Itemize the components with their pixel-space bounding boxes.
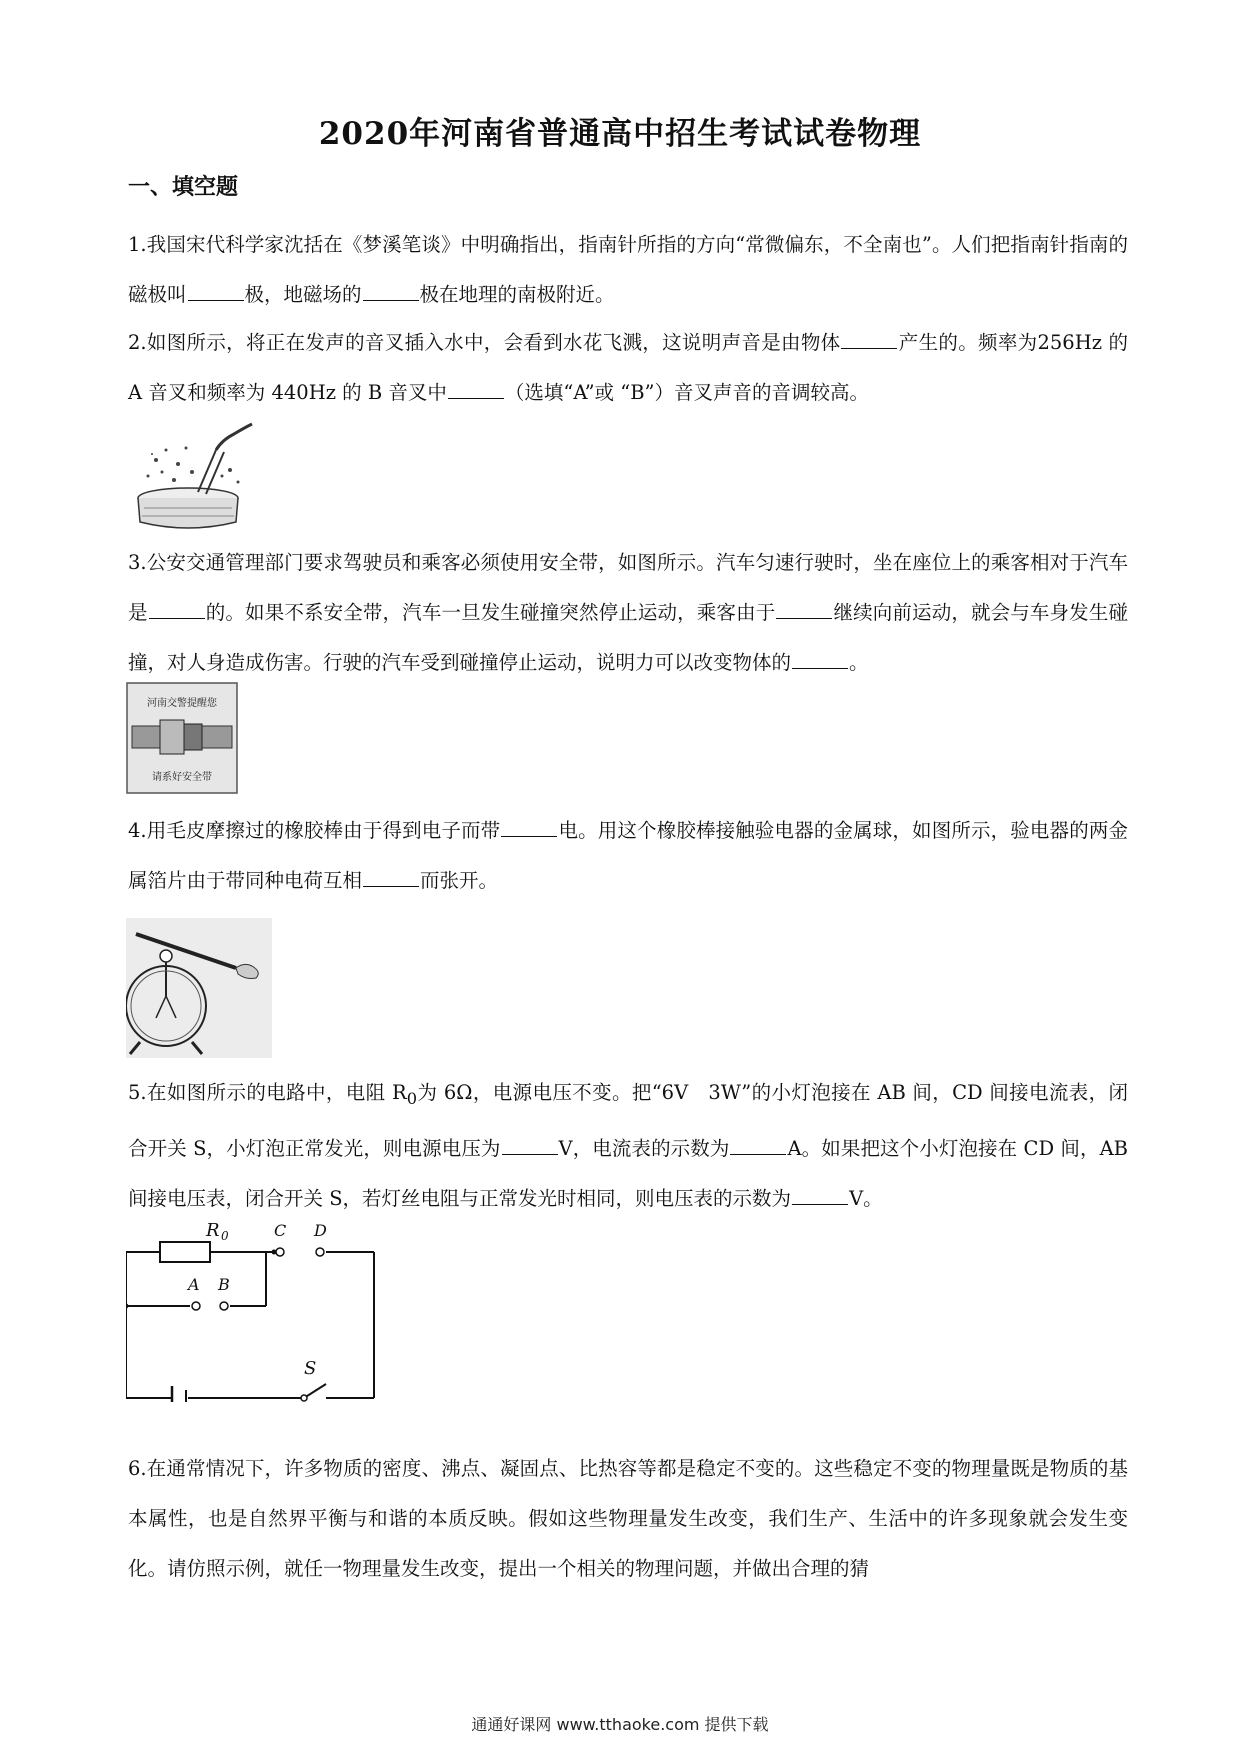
question-2 xyxy=(128,318,1128,418)
label-a: A xyxy=(188,1275,200,1294)
label-d: D xyxy=(314,1222,327,1240)
answer-blank[interactable] xyxy=(448,378,504,399)
question-5-text-d: A。如果把这个小灯泡接在 CD 间，AB 间接电压表，闭合开关 S，若灯丝电阻与正常发光时相同，则电压表的示数为 xyxy=(128,1136,1128,1210)
answer-blank[interactable] xyxy=(188,280,244,301)
question-5 xyxy=(128,1068,1128,1224)
question-1-text-a: 1.我国宋代科学家沈括在《梦溪笔谈》中明确指出，指南针所指的方向“常微偏东，不全南也”。人们把指南针指南的磁极叫 xyxy=(128,233,1128,306)
question-4 xyxy=(128,806,1128,906)
question-4-text-b: 电。用这个橡胶棒接触验电器的金属球，如图所示，验电器的两金属箔片由于带同种电荷互相 xyxy=(128,819,1128,892)
label-c: C xyxy=(274,1222,287,1240)
circuit-diagram xyxy=(126,1222,416,1402)
question-5-text-c: V，电流表的示数为 xyxy=(558,1136,730,1160)
tuning-fork-figure xyxy=(126,420,266,532)
question-3-text-c: 继续向前运动，就会与车身发生碰撞，对人身造成伤害。行驶的汽车受到碰撞停止运动，说明力可以改变物体的 xyxy=(128,601,1128,674)
answer-blank[interactable] xyxy=(363,280,419,301)
seat-belt-sign-figure xyxy=(126,682,238,794)
question-1-text-b: 极，地磁场的 xyxy=(244,283,362,306)
question-4-text-c: 而张开。 xyxy=(420,869,499,892)
question-1 xyxy=(128,220,1128,320)
question-3 xyxy=(128,538,1128,688)
label-r0-sub: 0 xyxy=(221,1229,229,1243)
answer-blank[interactable] xyxy=(149,598,205,619)
question-2-text-c: （选填“A”或 “B”）音叉声音的音调较高。 xyxy=(504,381,870,404)
answer-blank[interactable] xyxy=(792,1184,848,1205)
question-2-text-a: 2.如图所示，将正在发声的音叉插入水中，会看到水花飞溅，这说明声音是由物体 xyxy=(128,331,841,354)
answer-blank[interactable] xyxy=(792,648,848,669)
question-5-text-b: 为 6Ω，电源电压不变。把“6V 3W”的小灯泡接在 AB 间，CD 间接电流表，闭合开关 S，小灯泡正常发光，则电源电压为 xyxy=(128,1081,1128,1160)
label-s: S xyxy=(304,1358,317,1379)
question-5-text-e: V。 xyxy=(849,1186,883,1210)
question-6 xyxy=(128,1444,1128,1594)
section-heading: 一、填空题 xyxy=(128,174,239,200)
answer-blank[interactable] xyxy=(501,816,557,837)
question-1-text-c: 极在地理的南极附近。 xyxy=(419,283,615,306)
belt-sign-bottom-text: 请系好安全带 xyxy=(152,772,212,783)
question-3-text-b: 的。如果不系安全带，汽车一旦发生碰撞突然停止运动，乘客由于 xyxy=(205,601,776,624)
answer-blank[interactable] xyxy=(841,328,897,349)
page-footer: 通通好课网 www.tthaoke.com 提供下载 xyxy=(471,1715,769,1734)
answer-blank[interactable] xyxy=(730,1134,786,1155)
question-4-text-a: 4.用毛皮摩擦过的橡胶棒由于得到电子而带 xyxy=(128,819,501,842)
answer-blank[interactable] xyxy=(776,598,832,619)
question-3-text-d: 。 xyxy=(849,651,869,674)
answer-blank[interactable] xyxy=(363,866,419,887)
question-6-text: 6.在通常情况下，许多物质的密度、沸点、凝固点、比热容等都是稳定不变的。这些稳定不变的物理量既是物质的基本属性，也是自然界平衡与和谐的本质反映。假如这些物理量发生改变，我们生产、生活中的许多现象就会发生变化。请仿照示例，就任一物理量发生改变，提出一个相关的物理问题，并做出合理的猜 xyxy=(128,1457,1128,1580)
question-2-text-b: 产生的。频率为256Hz 的 A 音叉和频率为 440Hz 的 B 音叉中 xyxy=(128,331,1129,404)
page-title: 2020年河南省普通高中招生考试试卷物理 xyxy=(318,116,922,152)
question-3-text-a: 3.公安交通管理部门要求驾驶员和乘客必须使用安全带，如图所示。汽车匀速行驶时，坐在座位上的乘客相对于汽车是 xyxy=(128,551,1128,624)
question-5-text-a: 5.在如图所示的电路中，电阻 R xyxy=(128,1081,407,1104)
label-b: B xyxy=(218,1275,230,1294)
question-5-sub: 0 xyxy=(406,1088,418,1108)
answer-blank[interactable] xyxy=(502,1134,558,1155)
electroscope-figure xyxy=(126,918,272,1058)
label-r0: R xyxy=(206,1222,220,1241)
belt-sign-top-text: 河南交警提醒您 xyxy=(147,698,217,709)
